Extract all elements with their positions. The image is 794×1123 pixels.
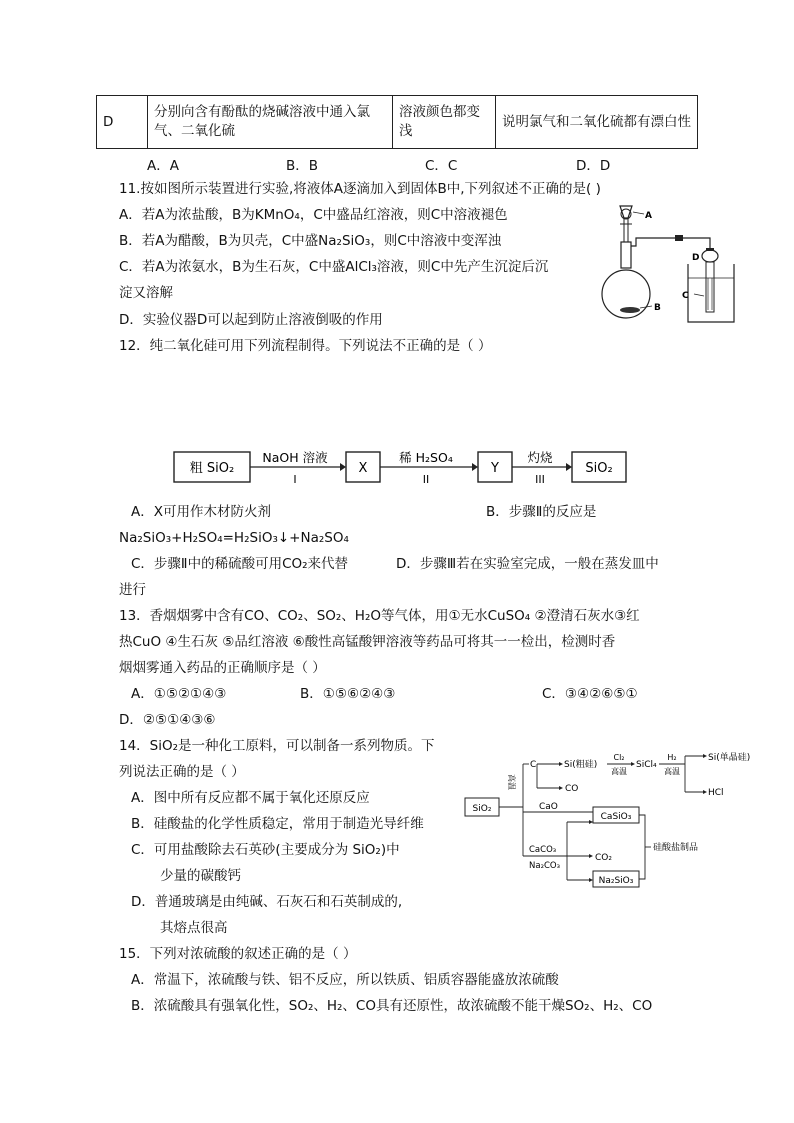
diagram-sio2: SiO₂ (472, 804, 492, 814)
q14-stem-line1: 14．SiO₂是一种化工原料，可以制备一系列物质。下 (119, 738, 435, 754)
q13-option-d: D．②⑤①④③⑥ (119, 712, 216, 728)
q10-option-d: D．D (576, 158, 611, 174)
diagram-casio3: CaSiO₃ (600, 812, 632, 822)
q15-option-b: B．浓硫酸具有强氧化性，SO₂、H₂、CO具有还原性，故浓硫酸不能干燥SO₂、H₂、CO (131, 998, 653, 1014)
q14-stem-line2: 列说法正确的是（ ） (119, 764, 245, 780)
flow-chart (170, 440, 630, 496)
flow-box-pure-sio2: SiO₂ (585, 461, 613, 476)
operation-cell: 分别向含有酚酞的烧碱溶液中通入氯气、二氧化硫 (148, 96, 393, 149)
diagram-c: C (530, 760, 537, 770)
diagram-caco3: CaCO₃ (529, 845, 557, 855)
q14-option-a: A．图中所有反应都不属于氧化还原反应 (131, 790, 370, 806)
q13-option-c: C．③④②⑥⑤① (542, 686, 638, 702)
phenomenon-cell: 溶液颜色都变浅 (393, 96, 496, 149)
q11-option-d: D．实验仪器D可以起到防止溶液倒吸的作用 (119, 312, 383, 328)
label-b: B (654, 303, 661, 313)
diagram-silicate: 硅酸盐制品 (653, 843, 699, 853)
q12-option-b-cont: Na₂SiO₃+H₂SO₄=H₂SiO₃↓+Na₂SO₄ (119, 530, 349, 546)
flow-step3-label: III (535, 473, 545, 486)
q14-option-d: D．普通玻璃是由纯碱、石灰石和石英制成的, (131, 894, 403, 910)
diagram-cl2: Cl₂ (613, 753, 625, 762)
diagram-co: CO (565, 784, 579, 794)
label-d: D (692, 253, 700, 263)
flow-box-y: Y (491, 461, 499, 476)
flow-step3-reagent: 灼烧 (527, 450, 553, 465)
apparatus-figure (600, 198, 760, 328)
flow-step2-label: II (422, 473, 430, 486)
q13-option-a: A．①⑤②①④③ (131, 686, 227, 702)
diagram-na2sio3: Na₂SiO₃ (598, 876, 634, 886)
label-a: A (645, 211, 652, 221)
q12-stem: 12．纯二氧化硅可用下列流程制得。下列说法不正确的是（ ） (119, 338, 492, 354)
q11-stem: 11.按如图所示装置进行实验,将液体A逐滴加入到固体B中,下列叙述不正确的是( ) (119, 181, 601, 197)
q12-option-c: C．步骤Ⅱ中的稀硫酸可用CO₂来代替 (131, 556, 349, 572)
flow-box-x: X (358, 461, 368, 476)
q12-option-b: B．步骤Ⅱ的反应是 (486, 504, 597, 520)
q15-stem: 15．下列对浓硫酸的叙述正确的是（ ） (119, 946, 357, 962)
q10-option-b: B．B (286, 158, 319, 174)
q12-option-d: D．步骤Ⅲ若在实验室完成，一般在蒸发皿中 (396, 556, 659, 572)
flow-box-crude-sio2: 粗 SiO₂ (189, 461, 235, 476)
q13-option-b: B．①⑤⑥②④③ (300, 686, 396, 702)
diagram-gaowen2: 高温 (664, 767, 680, 776)
diagram-cond-gaowen: 高温 (507, 774, 516, 790)
diagram-hcl: HCl (708, 788, 724, 798)
flow-step1-reagent: NaOH 溶液 (262, 450, 328, 465)
diagram-gaowen1: 高温 (611, 767, 627, 776)
q10-option-c: C．C (425, 158, 458, 174)
q15-option-a: A．常温下，浓硫酸与铁、铝不反应，所以铁质、铝质容器能盛放浓硫酸 (131, 972, 559, 988)
table-row (97, 96, 698, 149)
q13-stem-line2: 热CuO ④生石灰 ⑤品红溶液 ⑥酸性高锰酸钾溶液等药品可将其一一检出，检测时香 (119, 634, 616, 650)
q14-option-b: B．硅酸盐的化学性质稳定，常用于制造光导纤维 (131, 816, 424, 832)
q11-option-b: B．若A为醋酸，B为贝壳，C中盛Na₂SiO₃，则C中溶液中变浑浊 (119, 233, 502, 249)
q11-option-c: C．若A为浓氨水，B为生石灰，C中盛AlCl₃溶液，则C中先产生沉淀后沉 (119, 259, 549, 275)
sio2-diagram (463, 752, 783, 890)
diagram-sicl4: SiCl₄ (636, 760, 657, 770)
q13-stem-line1: 13．香烟烟雾中含有CO、CO₂、SO₂、H₂O等气体，用①无水CuSO₄ ②澄清石灰水③红 (119, 608, 640, 624)
q10-option-a: A．A (147, 158, 179, 174)
q14-option-c-cont: 少量的碳酸钙 (160, 868, 241, 884)
label-c: C (682, 291, 689, 301)
q11-option-a: A．若A为浓盐酸，B为KMnO₄，C中盛品红溶液，则C中溶液褪色 (119, 207, 508, 223)
q14-option-d-cont: 其熔点很高 (160, 920, 228, 936)
diagram-h2: H₂ (667, 753, 677, 762)
diagram-si-crude: Si(粗硅) (564, 760, 598, 770)
q12-option-a: A．X可用作木材防火剂 (131, 504, 271, 520)
diagram-cao: CaO (539, 802, 558, 812)
diagram-na2co3: Na₂CO₃ (529, 861, 561, 871)
q12-option-d-cont: 进行 (119, 582, 146, 598)
q11-option-c-cont: 淀又溶解 (119, 285, 173, 301)
flow-step2-reagent: 稀 H₂SO₄ (399, 450, 453, 465)
conclusion-cell: 说明氯气和二氧化硫都有漂白性 (496, 96, 698, 149)
q13-stem-line3: 烟烟雾通入药品的正确顺序是（ ） (119, 660, 326, 676)
flow-step1-label: I (293, 473, 297, 486)
q14-option-c: C．可用盐酸除去石英砂(主要成分为 SiO₂)中 (131, 842, 400, 858)
row-label: D (97, 96, 148, 149)
diagram-co2: CO₂ (595, 853, 612, 863)
diagram-si-pure: Si(单晶硅) (708, 753, 751, 763)
answer-table (96, 95, 698, 149)
